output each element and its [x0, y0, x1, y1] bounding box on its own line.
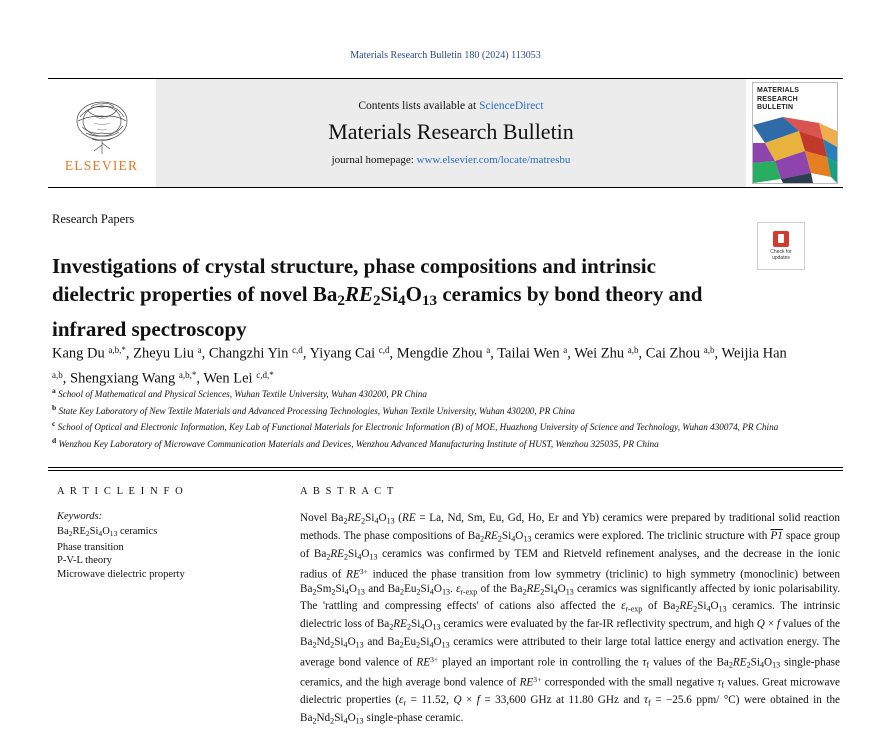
article-info-heading: A R T I C L E I N F O [57, 486, 185, 497]
elsevier-logo [48, 79, 155, 187]
crossmark-badge[interactable] [757, 222, 805, 270]
cover-line-3: BULLETIN [757, 104, 794, 111]
crossmark-line-2: updates [772, 255, 790, 261]
crossmark-line-1: Check for [770, 249, 792, 255]
abstract-body [300, 511, 840, 729]
homepage-prefix: journal homepage: [331, 154, 417, 166]
cover-title-block [753, 83, 837, 117]
journal-cover [746, 79, 843, 187]
affiliation-text: Wenzhou Key Laboratory of Microwave Communication Materials and Devices, Wenzhou Advanced Manufacturing Institute of HUST, Wenzhou 325035, PR China [58, 438, 659, 449]
article-info-column [57, 486, 267, 581]
running-head: Materials Research Bulletin 180 (2024) 113053 [350, 50, 541, 61]
affiliation-text: School of Optical and Electronic Information, Key Lab of Functional Materials for Electronic Information (B) of MOE, Huazhong University of Science and Technology, Wuhan 430074, PR China [57, 422, 779, 433]
keywords-heading: Keywords: [57, 511, 103, 522]
affiliation-item [52, 435, 842, 451]
affiliation-item [52, 402, 842, 418]
keywords-list [57, 525, 267, 581]
journal-homepage-line [332, 154, 571, 166]
affiliation-label: b [52, 402, 57, 412]
affiliation-label: a [52, 386, 56, 395]
affiliation-label: d [52, 435, 57, 445]
journal-masthead [48, 78, 843, 188]
sciencedirect-link[interactable]: ScienceDirect [479, 100, 544, 112]
journal-title: Materials Research Bulletin [328, 119, 574, 144]
abstract-paragraph: Novel $Ba_2RE_2Si_4O_{13}$ (RE = La, Nd, Sm, Eu, Gd, Ho, Er and Yb) ceramics were prepared by traditional solid reaction methods. The phase compositions of $Ba_2RE_2Si_4O_{13}$ ceramics were explored. The triclinic structure with P1 space group of $Ba_2RE_2Si_4O_{13}$ ceramics was confirmed by TEM and Rietveld refinement analyses, and the decrease in the ionic radius of $RE^{3+}$ induced the phase transition from low symmetry (triclinic) to high symmetry (monoclinic) between $Ba_2Sm_2Si_4O_{13}$ and $Ba_2Eu_2Si_4O_{13}$. $\varepsilon_{r-exp}$ of the $Ba_2RE_2Si_4O_{13}$ ceramics was significantly affected by ionic polarisability. The 'rattling and compressing effects' of cations also affected the $\varepsilon_{r-exp}$ of $Ba_2RE_2Si_4O_{13}$ ceramics. The intrinsic dielectric loss of $Ba_2RE_2Si_4O_{13}$ ceramics were evaluated by the far-IR reflectivity spectrum, and high Q × f values of the $Ba_2Nd_2Si_4O_{13}$ and $Ba_2Eu_2Si_4O_{13}$ ceramics were attributed to their large total lattice energy and activation energy. The average bond valence of $RE^{3+}$ played an important role in controlling the $\tau_f$ values of the $Ba_2RE_2Si_4O_{13}$ single-phase ceramics, and the high average bond valence of $RE^{3+}$ corresponded with the small negative $\tau_f$ values. Great microwave dielectric properties ($\varepsilon_r = 11.52$, Q × f = 33,600 GHz at 11.80 GHz and $\tau_f = -25.6$ ppm/ °C) were obtained in the $Ba_2Nd_2Si_4O_{13}$ single-phase ceramic. [300, 512, 841, 726]
affiliation-text: State Key Laboratory of New Textile Materials and Advanced Processing Technologies, Wuhan Textile University, Wuhan 430200, PR China [58, 405, 575, 416]
affiliation-text: School of Mathematical and Physical Sciences, Wuhan Textile University, Wuhan 430200, PR China [58, 389, 427, 400]
abstract-column [300, 486, 840, 729]
cover-line-1: MATERIALS [757, 87, 800, 94]
cover-artwork [753, 117, 837, 183]
section-divider-top [48, 467, 843, 468]
cover-line-2: RESEARCH [757, 95, 798, 103]
elsevier-wordmark: ELSEVIER [64, 157, 139, 173]
contents-prefix: Contents lists available at [358, 100, 480, 112]
journal-cover-image [752, 82, 838, 184]
affiliation-item [52, 418, 842, 434]
contents-available-line [358, 100, 543, 112]
affiliation-label: c [52, 419, 56, 429]
article-type: Research Papers [52, 212, 135, 226]
affiliation-list [52, 385, 842, 451]
keyword-item: P-V-L theory [57, 555, 112, 567]
journal-homepage-link[interactable]: www.elsevier.com/locate/matresbu [416, 154, 571, 166]
keyword-item: $Ba_2RE_2Si_4O_{13}$ ceramics [57, 526, 158, 539]
keyword-item: Microwave dielectric property [57, 568, 185, 580]
keyword-item: Phase transition [57, 541, 124, 553]
elsevier-tree-icon [66, 97, 138, 157]
abstract-heading: A B S T R A C T [300, 486, 395, 497]
article-title: Investigations of crystal structure, phase compositions and intrinsic dielectric properties of novel $Ba_2RE_2Si_4O_{13}$ ceramics by bond theory and infrared spectroscopy [52, 254, 703, 342]
affiliation-item [52, 385, 842, 401]
author-list: Kang Du $^{a,b,*}$, Zheyu Liu $^a$, Changzhi Yin $^{c,d}$, Yiyang Cai $^{c,d}$, Mengdie Zhou $^a$, Tailai Wen $^a$, Wei Zhu $^{a,b}$, Cai Zhou $^{a,b}$, Weijia Han $^{a,b}$, Shengxiang Wang $^{a,b,*}$, Wen Lei $^{c,d,*}$ [52, 345, 787, 386]
crossmark-icon [773, 231, 789, 247]
section-divider-bottom [48, 470, 843, 471]
masthead-center [155, 79, 746, 187]
